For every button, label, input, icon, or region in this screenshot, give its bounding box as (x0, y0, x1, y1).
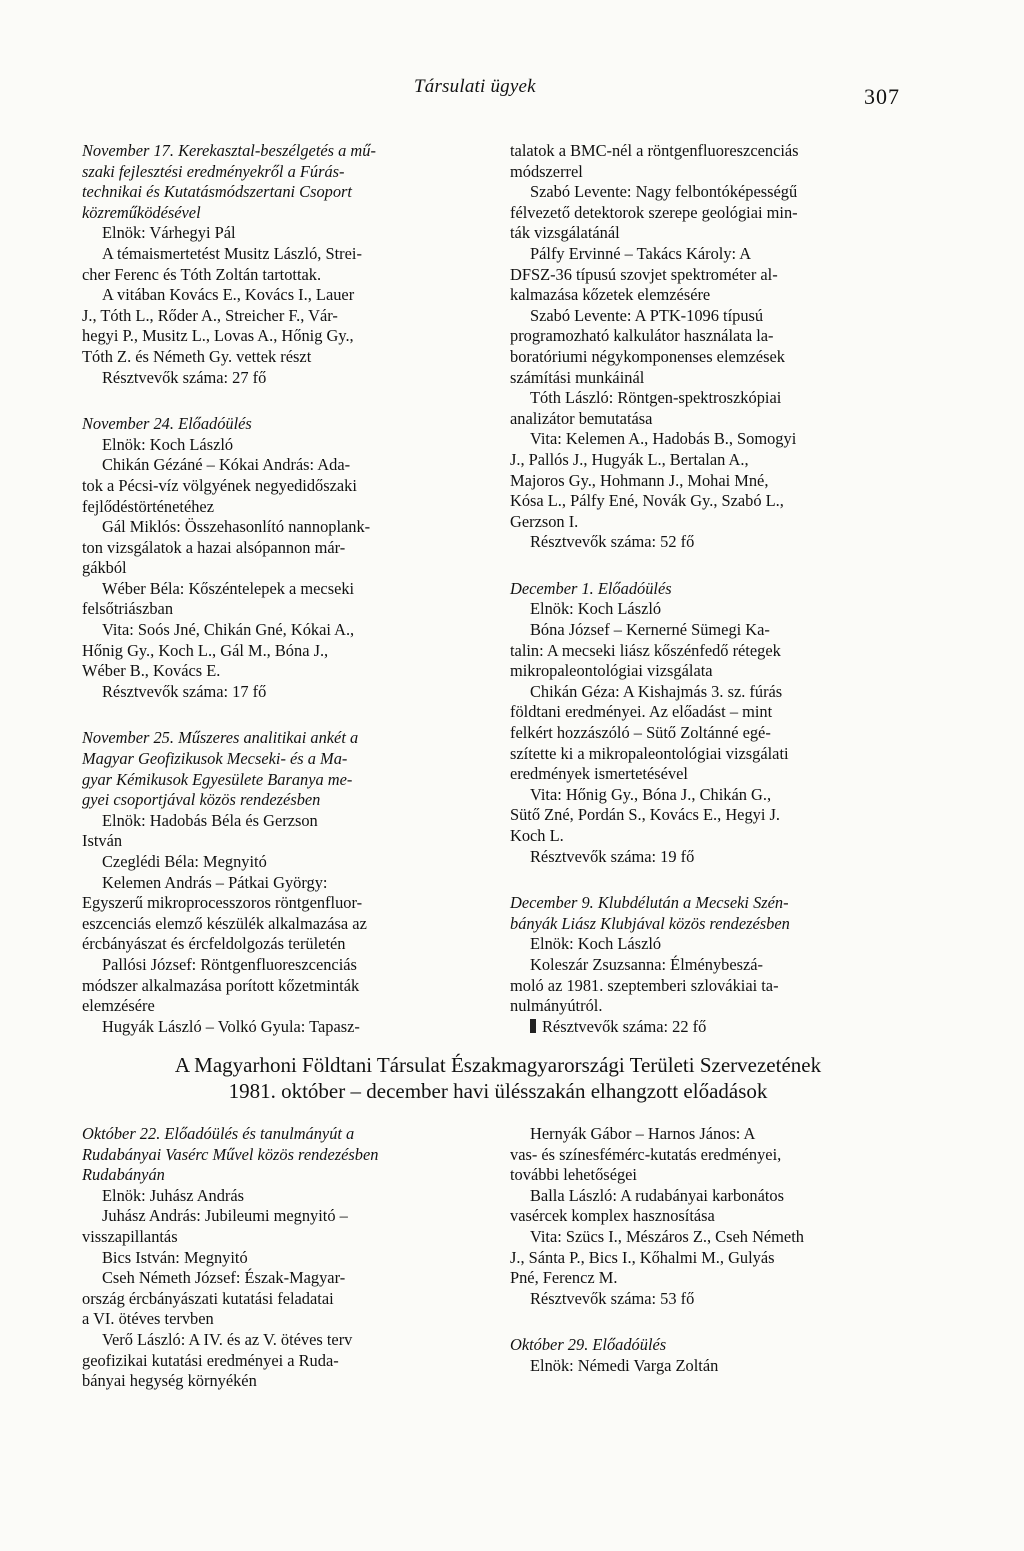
entry-heading (510, 579, 914, 600)
text-line: a VI. ötéves tervben (82, 1309, 214, 1329)
entry-title-line: Előadóülés (597, 578, 672, 598)
text-line: Bics István: Megnyitó (102, 1247, 248, 1267)
entry-heading (510, 1335, 914, 1356)
attendance-line: Résztvevők száma: 19 fő (530, 846, 695, 866)
text-line: Czeglédi Béla: Megnyitó (102, 852, 267, 871)
text-line: Juhász András: Jubileumi megnyitó – (102, 1206, 348, 1226)
text-line: fejlődéstörténetéhez (82, 496, 214, 516)
text-line: Szabó Levente: A PTK-1096 típusú (530, 305, 764, 325)
text-line: további lehetőségei (510, 1165, 637, 1185)
text-line: moló az 1981. szeptemberi szlovákiai ta- (510, 975, 779, 995)
text-line: A vitában Kovács E., Kovács I., Lauer (102, 285, 355, 305)
left-column (82, 141, 482, 1037)
entry-title-line: Magyar Geofizikusok Mecseki- és a Ma- (82, 749, 348, 769)
entry-november-17 (82, 141, 482, 388)
entry-date: Október 22. (82, 1124, 161, 1143)
right-column (510, 141, 914, 1037)
attendance-text: Résztvevők száma: 22 fő (542, 1016, 707, 1036)
entry-title-line: bányák Liász Klubjával közös rendezésben (510, 913, 790, 933)
text-line: Gál Miklós: Összehasonlító nannoplank- (102, 517, 371, 537)
text-line: ércbányászat és ércfeldolgozás területén (82, 934, 346, 954)
text-line: Koch L. (510, 826, 564, 845)
text-line: tok a Pécsi-víz völgyének negyedidőszaki (82, 475, 357, 495)
text-line: Sütő Zné, Pordán S., Kovács E., Hegyi J. (510, 805, 780, 825)
text-line: ták vizsgálatánál (510, 223, 620, 243)
text-line: kalmazása kőzetek elemzésére (510, 285, 711, 305)
text-line: Pálfy Ervinné – Takács Károly: A (530, 243, 752, 263)
entry-heading (82, 414, 482, 435)
text-line: J., Sánta P., Bics I., Kőhalmi M., Gulyás (510, 1247, 775, 1267)
text-line: ország ércbányászati kutatási feladatai (82, 1288, 334, 1308)
text-line: Gerzson I. (510, 511, 579, 531)
text-line: földtani eredményei. Az előadást – mint (510, 702, 773, 722)
text-line: hegyi P., Musitz L., Lovas A., Hőnig Gy., (82, 326, 354, 346)
text-line: Chikán Gézáné – Kókai András: Ada- (102, 455, 351, 475)
entry-title-line: szaki fejlesztési eredményekről a Fúrás- (82, 161, 345, 181)
text-line: Vita: Soós Jné, Chikán Gné, Kókai A., (102, 620, 355, 640)
entry-title-line: Rudabányán (82, 1165, 165, 1185)
entry-title-line: gyei csoportjával közös rendezésben (82, 790, 321, 810)
entry-heading (82, 141, 482, 162)
running-head (0, 76, 1024, 109)
page-number: 307 (864, 84, 900, 109)
section-title-line: 1981. október – december havi ülésszakán elhangzott előadások (228, 1079, 768, 1103)
text-line: módszer alkalmazása porított kőzetminták (82, 975, 360, 995)
text-line: Wéber Béla: Kőszéntelepek a mecseki (102, 578, 355, 598)
text-line: számítási munkáinál (510, 367, 645, 387)
chair-line: Elnök: Koch László (530, 934, 662, 954)
text-line: Tóth Z. és Németh Gy. vettek részt (82, 346, 312, 366)
text-line: Hőnig Gy., Koch L., Gál M., Bóna J., (82, 640, 329, 660)
text-line: eszcenciás elemző készülék alkalmazása az (82, 913, 367, 933)
text-line: nulmányútról. (510, 996, 603, 1016)
text-line: programozható kalkulátor használata la- (510, 326, 774, 346)
text-line: Verő László: A IV. és az V. ötéves terv (102, 1329, 353, 1349)
text-line: Hernyák Gábor – Harnos János: A (530, 1124, 756, 1143)
entry-title-line: Kerekasztal-beszélgetés a mű- (178, 141, 376, 160)
text-line: Bóna József – Kernerné Sümegi Ka- (530, 620, 770, 640)
text-line: Szabó Levente: Nagy felbontóképességű (530, 182, 798, 202)
text-line: Chikán Géza: A Kishajmás 3. sz. fúrás (530, 681, 783, 701)
entry-date: November 25. (82, 728, 174, 748)
text-line: félvezető detektorok szerepe geológiai min- (510, 202, 798, 222)
text-line: Kelemen András – Pátkai György: (102, 872, 328, 892)
attendance-line: Résztvevők száma: 17 fő (102, 681, 267, 701)
attendance-line (510, 1017, 914, 1038)
text-line: Vita: Kelemen A., Hadobás B., Somogyi (530, 429, 797, 449)
text-line: Tóth László: Röntgen-spektroszkópiai (530, 388, 782, 408)
text-line: ton vizsgálatok a hazai alsópannon már- (82, 537, 346, 557)
text-line: Wéber B., Kovács E. (82, 661, 221, 681)
text-line: Koleszár Zsuzsanna: Élménybeszá- (530, 954, 764, 974)
entry-date: December 1. (510, 578, 594, 598)
entry-november-24 (82, 414, 482, 702)
text-line: eredmények ismertetésével (510, 764, 688, 784)
text-line: J., Tóth L., Rőder A., Streicher F., Vár- (82, 305, 338, 325)
entry-title-line: Előadóülés (592, 1335, 667, 1355)
text-line: gákból (82, 558, 127, 578)
text-line: A témaismertetést Musitz László, Strei- (102, 243, 362, 263)
text-line: DFSZ-36 típusú szovjet spektrométer al- (510, 264, 778, 284)
text-line: Kósa L., Pálfy Ené, Novák Gy., Szabó L., (510, 491, 784, 511)
running-title: Társulati ügyek (414, 76, 536, 97)
entry-date: November 24. (82, 414, 174, 434)
chair-line: Elnök: Koch László (530, 599, 662, 619)
entry-oktober-29 (510, 1335, 914, 1376)
section-title-line: A Magyarhoni Földtani Társulat Északmagyarországi Területi Szervezetének (174, 1053, 822, 1077)
text-line: Vita: Hőnig Gy., Bóna J., Chikán G., (530, 784, 772, 804)
entry-oktober-22 (82, 1124, 482, 1392)
text-line: cher Ferenc és Tóth Zoltán tartottak. (82, 264, 322, 284)
entry-november-25-continued (510, 141, 914, 553)
text-line: boratóriumi négykomponenses elemzések (510, 346, 785, 366)
text-line: vasércek komplex hasznosítása (510, 1206, 715, 1226)
text-line: Vita: Szücs I., Mészáros Z., Cseh Németh (530, 1226, 804, 1246)
entry-december-1 (510, 579, 914, 867)
attendance-line: Résztvevők száma: 27 fő (102, 367, 267, 387)
text-line: módszerrel (510, 161, 583, 181)
text-line: István (82, 831, 123, 851)
text-line: talatok a BMC-nél a röntgenfluoreszcenciás (510, 141, 799, 160)
entry-heading (82, 728, 482, 749)
entry-november-25 (82, 728, 482, 1037)
text-line: geofizikai kutatási eredményei a Ruda- (82, 1350, 339, 1370)
entry-title-line: Klubdélután a Mecseki Szén- (597, 893, 789, 913)
text-line: Hugyák László – Volkó Gyula: Tapasz- (102, 1016, 360, 1036)
chair-line: Elnök: Juhász András (102, 1185, 245, 1205)
attendance-line: Résztvevők száma: 52 fő (530, 532, 695, 552)
entry-title-line: Előadóülés (178, 414, 252, 434)
right-column-2 (510, 1124, 914, 1377)
text-line: elemzésére (82, 996, 155, 1016)
text-line: Majoros Gy., Hohmann J., Mohai Mné, (510, 470, 769, 490)
text-line: felkért hozzászóló – Sütő Zoltánné egé- (510, 723, 771, 743)
entry-december-9 (510, 893, 914, 1037)
text-line: felsőtriászban (82, 599, 174, 619)
chair-line: Elnök: Némedi Varga Zoltán (530, 1355, 719, 1375)
entry-title-line: technikai és Kutatásmódszertani Csoport (82, 182, 352, 202)
text-line: Egyszerű mikroprocesszoros röntgenfluor- (82, 893, 363, 913)
text-line: szítette ki a mikropaleontológiai vizsgálati (510, 743, 789, 763)
text-line: J., Pallós J., Hugyák L., Bertalan A., (510, 449, 749, 469)
entry-heading (510, 893, 914, 914)
text-line: analizátor bemutatása (510, 408, 653, 428)
text-line: bányai hegység környékén (82, 1371, 257, 1391)
chair-line: Elnök: Várhegyi Pál (102, 223, 236, 243)
entry-title-line: Előadóülés és tanulmányút a (164, 1124, 355, 1143)
text-line: Cseh Németh József: Észak-Magyar- (102, 1268, 346, 1288)
text-line: vas- és színesfémérc-kutatás eredményei, (510, 1144, 782, 1164)
entry-heading (82, 1124, 482, 1145)
entry-title-line: gyar Kémikusok Egyesülete Baranya me- (82, 769, 353, 789)
text-line: Pallósi József: Röntgenfluoreszcenciás (102, 954, 357, 974)
entry-date: Október 29. (510, 1335, 589, 1355)
text-line: visszapillantás (82, 1226, 178, 1246)
text-line: talin: A mecseki liász kőszénfedő rétegek (510, 640, 781, 660)
entry-date: December 9. (510, 893, 594, 913)
attendance-line: Résztvevők száma: 53 fő (530, 1288, 695, 1308)
entry-date: November 17. (82, 141, 174, 160)
left-column-2 (82, 1124, 482, 1392)
margin-mark-icon (530, 1019, 536, 1033)
section-title (82, 1052, 914, 1104)
entry-title-line: közreműködésével (82, 202, 201, 222)
entry-oktober-22-continued (510, 1124, 914, 1309)
chair-line: Elnök: Hadobás Béla és Gerzson (102, 810, 318, 830)
entry-title-line: Rudabányai Vasérc Művel közös rendezésben (82, 1144, 379, 1164)
text-line: Balla László: A rudabányai karbonátos (530, 1185, 784, 1205)
text-line: Pné, Ferencz M. (510, 1268, 618, 1288)
text-line: mikropaleontológiai vizsgálata (510, 661, 713, 681)
chair-line: Elnök: Koch László (102, 434, 234, 454)
entry-title-line: Műszeres analitikai ankét a (178, 728, 359, 748)
